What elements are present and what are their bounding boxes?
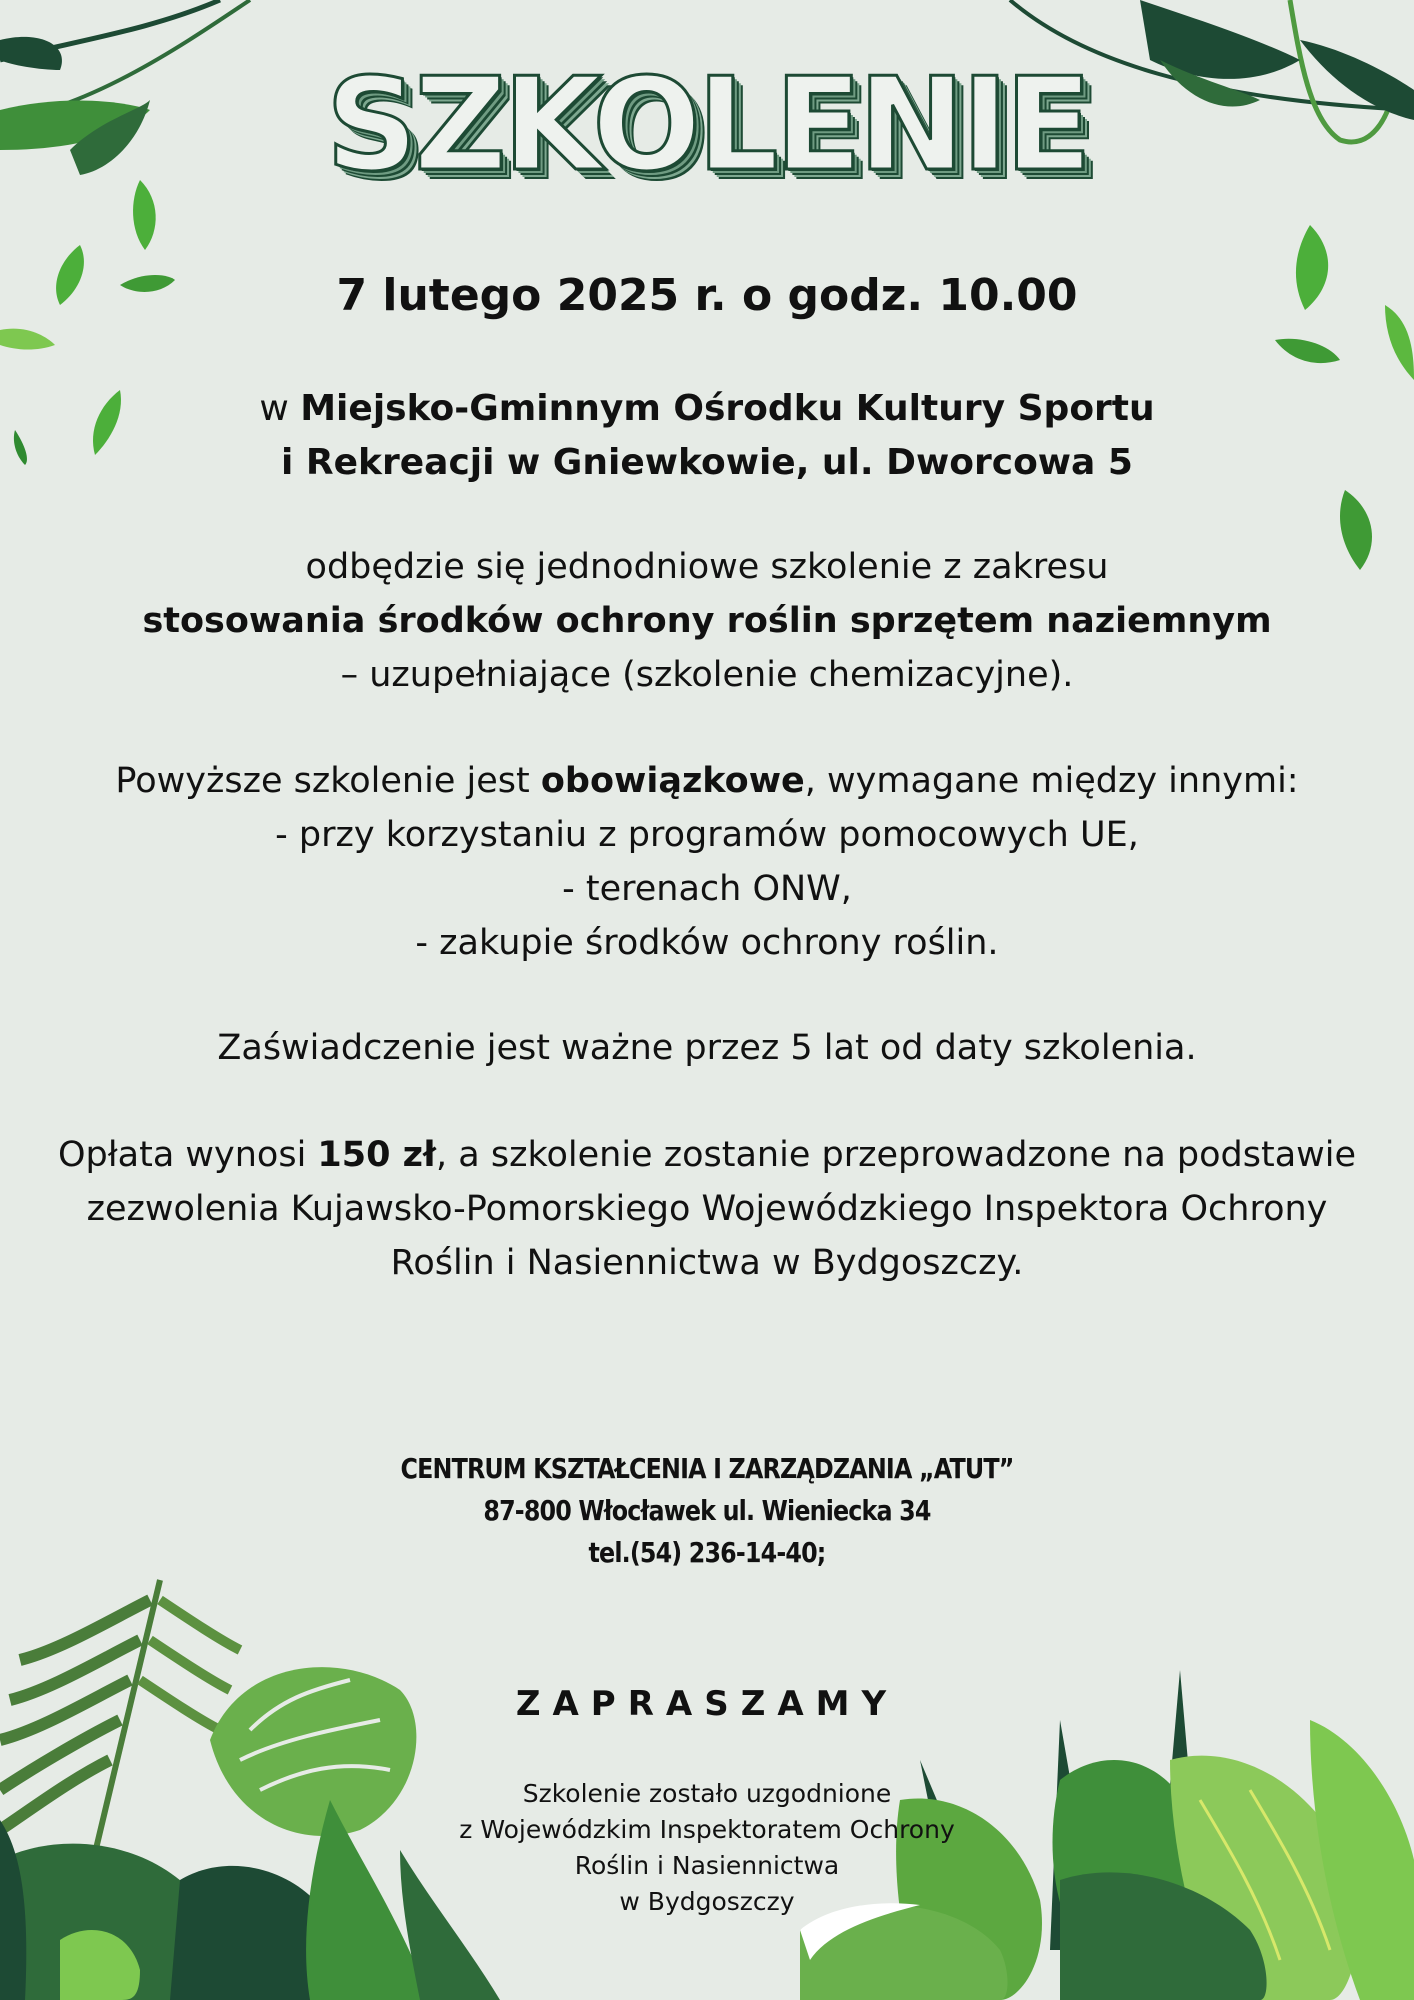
note-line-3: Roślin i Nasiennictwa	[574, 1851, 840, 1880]
approval-note	[0, 1776, 1414, 1920]
organizer-info	[106, 1448, 1308, 1574]
fee-amount: 150 zł	[317, 1135, 437, 1175]
requirement-intro	[0, 754, 1414, 808]
requirement-item: - zakupie środków ochrony roślin.	[415, 923, 999, 963]
venue-name-line-2: i Rekreacji w Gniewkowie, ul. Dworcowa 5	[281, 442, 1133, 483]
fee-after: , a szkolenie zostanie przeprowadzone na podstawie	[436, 1135, 1357, 1175]
description-line-3: – uzupełniające (szkolenie chemizacyjne).	[340, 655, 1074, 695]
requirement-section	[0, 754, 1414, 970]
description-line-1: odbędzie się jednodniowe szkolenie z zakresu	[305, 547, 1109, 587]
venue-name-line-1: Miejsko-Gminnym Ośrodku Kultury Sportu	[300, 388, 1155, 429]
note-line-4: w Bydgoszczy	[619, 1887, 795, 1916]
venue-prefix: w	[259, 388, 301, 429]
organizer-name: CENTRUM KSZTAŁCENIA I ZARZĄDZANIA „ATUT”	[400, 1452, 1014, 1485]
organizer-phone: tel.(54) 236-14-40;	[588, 1536, 826, 1569]
requirement-intro-before: Powyższe szkolenie jest	[115, 761, 541, 801]
requirement-mandatory: obowiązkowe	[540, 761, 805, 801]
certificate-validity: Zaświadczenie jest ważne przez 5 lat od daty szkolenia.	[217, 1028, 1197, 1068]
organizer-address: 87-800 Włocławek ul. Wieniecka 34	[483, 1494, 931, 1527]
training-description	[0, 540, 1414, 702]
fee-before: Opłata wynosi	[57, 1135, 318, 1175]
fee-line-1	[0, 1128, 1414, 1182]
requirement-item: - przy korzystaniu z programów pomocowych UE,	[275, 815, 1139, 855]
note-line-2: z Wojewódzkim Inspektoratem Ochrony	[459, 1815, 955, 1844]
fee-section	[0, 1128, 1414, 1290]
fee-line-2: zezwolenia Kujawsko-Pomorskiego Wojewódzkiego Inspektora Ochrony	[86, 1189, 1328, 1229]
description-line-2: stosowania środków ochrony roślin sprzętem naziemnym	[142, 601, 1272, 641]
requirement-item: - terenach ONW,	[562, 869, 852, 909]
event-date: 7 lutego 2025 r. o godz. 10.00	[336, 270, 1078, 321]
requirement-intro-after: , wymagane między innymi:	[804, 761, 1299, 801]
note-line-1: Szkolenie zostało uzgodnione	[522, 1779, 892, 1808]
page-title: SZKOLENIE	[325, 51, 1089, 200]
venue-line-1	[0, 382, 1414, 436]
fee-line-3: Roślin i Nasiennictwa w Bydgoszczy.	[390, 1243, 1024, 1283]
invite-heading: ZAPRASZAMY	[515, 1684, 899, 1724]
event-venue	[0, 382, 1414, 490]
